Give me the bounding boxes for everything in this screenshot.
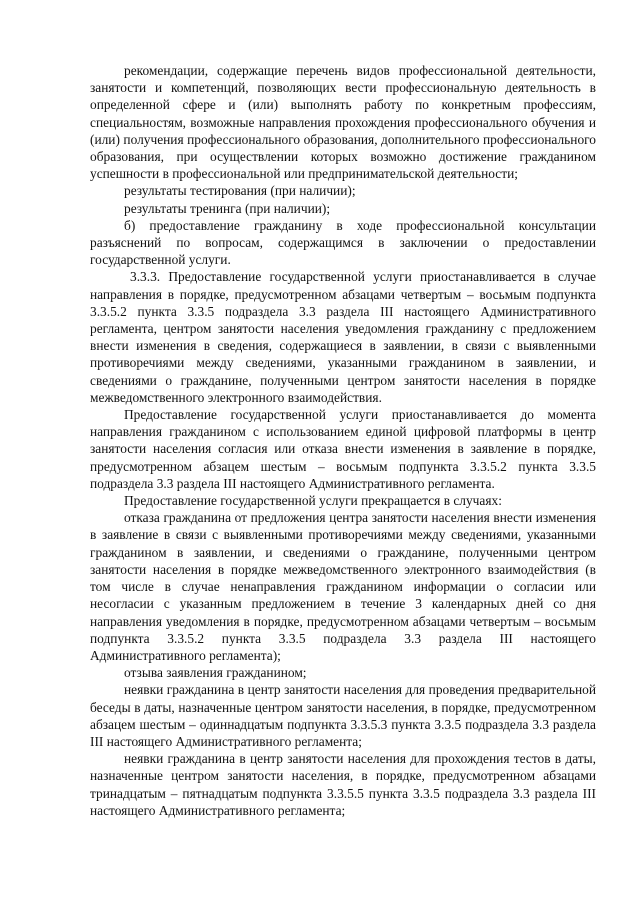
paragraph-withdrawal: отзыва заявления гражданином; [124, 665, 307, 681]
paragraph-no-show-tests: неявки гражданина в центр занятости населения для прохождения тестов в даты, назначенные центром занятости населения, в порядке, предусмотренном абзацами тринадцатым – пятнадцатым подпункта 3.3.5.5 пункта 3.3.5 подраздела 3.3 раздела III настоящего Административного регламента; [90, 751, 596, 818]
paragraph-termination-cases: Предоставление государственной услуги прекращается в случаях: [124, 493, 502, 509]
paragraph-training-results: результаты тренинга (при наличии); [124, 200, 331, 216]
paragraph-test-results: результаты тестирования (при наличии); [124, 183, 356, 199]
document-page [90, 62, 596, 819]
paragraph-no-show-interview: неявки гражданина в центр занятости населения для проведения предварительной беседы в даты, назначенные центром занятости населения, в порядке, предусмотренном абзацем шестым – одиннадцатым подпункта 3.3.5.3 пункта 3.3.5 подраздела 3.3 раздела III настоящего Административного регламента; [90, 682, 596, 749]
paragraph-suspension: Предоставление государственной услуги приостанавливается до момента направления гражданином с использованием единой цифровой платформы в центр занятости населения согласия или отказа внести изменения в заявление в порядке, предусмотренном абзацем шестым – восьмым подпункта 3.3.5.2 пункта 3.3.5 подраздела 3.3 раздела III настоящего Административного регламента. [90, 407, 596, 491]
paragraph-item-b: б) предоставление гражданину в ходе профессиональной консультации разъяснений по вопросам, содержащимся в заключении о предоставлении государственной услуги. [90, 217, 596, 268]
paragraph-recommendations: рекомендации, содержащие перечень видов профессиональной деятельности, занятости и компетенций, позволяющих вести профессиональную деятельность в определенной сфере и (или) выполнять работу по конкретным профессиям, специальностям, возможные направления прохождения профессионального обучения и (или) получения профессионального образования, дополнительного профессионального образования, при осуществлении которых возможно достижение гражданином успешности в профессиональной или предпринимательской деятельности; [90, 63, 596, 182]
paragraph-3-3-3: 3.3.3. Предоставление государственной услуги приостанавливается в случае направления в порядке, предусмотренном абзацами четвертым – восьмым подпункта 3.3.5.2 пункта 3.3.5 подраздела 3.3 раздела III настоящего Административного регламента, центром занятости населения уведомления гражданину с предложением внести изменения в сведения, содержащиеся в заявлении, в связи с выявленными противоречиями между сведениями, указанными гражданином в заявлении, и сведениями о гражданине, полученными центром занятости населения в порядке межведомственного электронного взаимодействия. [90, 269, 596, 405]
paragraph-refusal: отказа гражданина от предложения центра занятости населения внести изменения в заявление в связи с выявленными противоречиями между сведениями, указанными гражданином в заявлении, и сведениями о гражданине, полученными центром занятости населения в порядке межведомственного электронного взаимодействия (в том числе в случае ненаправления гражданином информации о согласии или несогласии с указанным предложением в течение 3 календарных дней со дня направления уведомления в порядке, предусмотренном абзацами четвертым – восьмым подпункта 3.3.5.2 пункта 3.3.5 подраздела 3.3 раздела III настоящего Административного регламента); [90, 510, 596, 663]
